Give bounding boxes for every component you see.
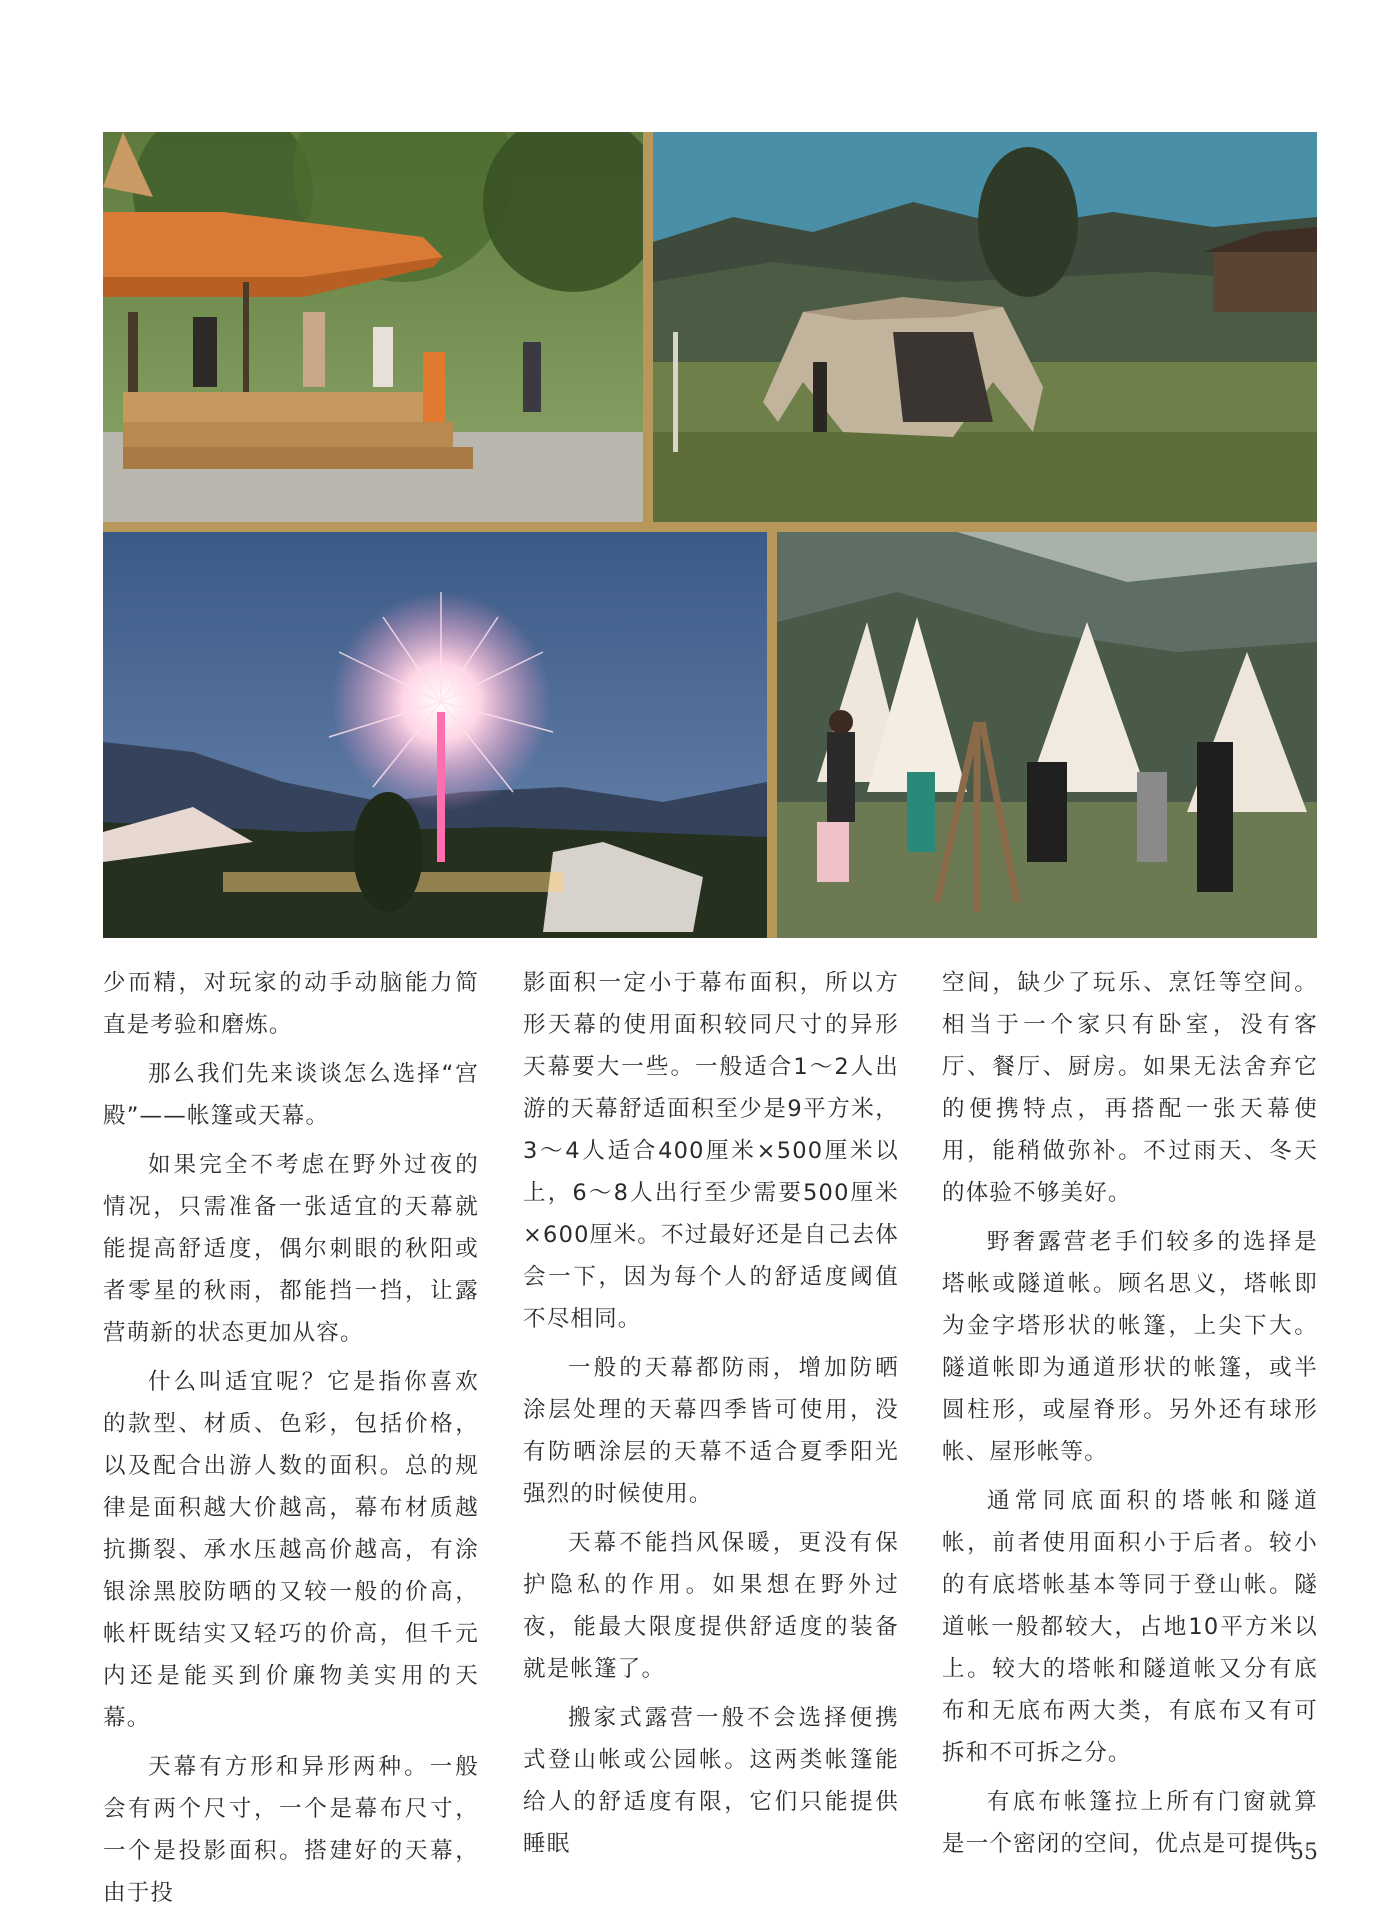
paragraph: 什么叫适宜呢？它是指你喜欢的款型、材质、色彩，包括价格，以及配合出游人数的面积。总的规律是面积越大价越高，幕布材质越抗撕裂、承水压越高价越高，有涂银涂黑胶防晒的又较一般的价高，帐杆既结实又轻巧的价高，但千元内还是能买到价廉物美实用的天幕。 [103, 1369, 479, 1731]
paragraph: 影面积一定小于幕布面积，所以方形天幕的使用面积较同尺寸的异形天幕要大一些。一般适合1～2人出游的天幕舒适面积至少是9平方米，3～4人适合400厘米×500厘米以上，6～8人出行至少需要500厘米×600厘米。不过最好还是自己去体会一下，因为每个人的舒适度阈值不尽相同。 [523, 970, 899, 1332]
paragraph: 搬家式露营一般不会选择便携式登山帐或公园帐。这两类帐篷能给人的舒适度有限，它们只能提供睡眠 [523, 1705, 899, 1857]
text-column-1 [103, 962, 479, 1921]
paragraph: 通常同底面积的塔帐和隧道帐，前者使用面积小于后者。较小的有底塔帐基本等同于登山帐。隧道帐一般都较大，占地10平方米以上。较大的塔帐和隧道帐又分有底布和无底布两大类，有底布又有可拆和不可拆之分。 [942, 1488, 1318, 1766]
photo-grid [103, 132, 1317, 938]
text-column-2 [523, 962, 899, 1872]
paragraph: 天幕不能挡风保暖，更没有保护隐私的作用。如果想在野外过夜，能最大限度提供舒适度的装备就是帐篷了。 [523, 1530, 899, 1682]
text-column-3 [942, 962, 1318, 1872]
paragraph: 空间，缺少了玩乐、烹饪等空间。相当于一个家只有卧室，没有客厅、餐厅、厨房。如果无法舍弃它的便携特点，再搭配一张天幕使用，能稍做弥补。不过雨天、冬天的体验不够美好。 [942, 970, 1318, 1206]
paragraph: 有底布帐篷拉上所有门窗就算是一个密闭的空间，优点是可提供 [942, 1789, 1318, 1857]
fireworks-night-camp-photo [103, 532, 767, 938]
paragraph: 如果完全不考虑在野外过夜的情况，只需准备一张适宜的天幕就能提高舒适度，偶尔刺眼的秋阳或者零星的秋雨，都能挡一挡，让露营萌新的状态更加从容。 [103, 1152, 479, 1346]
paragraph: 一般的天幕都防雨，增加防晒涂层处理的天幕四季皆可使用，没有防晒涂层的天幕不适合夏季阳光强烈的时候使用。 [523, 1355, 899, 1507]
tunnel-tent-meadow-photo [653, 132, 1317, 522]
paragraph: 那么我们先来谈谈怎么选择“宫殿”——帐篷或天幕。 [103, 1061, 479, 1129]
paragraph: 天幕有方形和异形两种。一般会有两个尺寸，一个是幕布尺寸，一个是投影面积。搭建好的天幕，由于投 [103, 1754, 479, 1906]
page-number: 55 [1290, 1840, 1318, 1865]
tipi-tents-family-photo [777, 532, 1317, 938]
paragraph: 野奢露营老手们较多的选择是塔帐或隧道帐。顾名思义，塔帐即为金字塔形状的帐篷，上尖下大。隧道帐即为通道形状的帐篷，或半圆柱形，或屋脊形。另外还有球形帐、屋形帐等。 [942, 1229, 1318, 1465]
wooden-deck-campsite-photo [103, 132, 643, 522]
paragraph: 少而精，对玩家的动手动脑能力简直是考验和磨炼。 [103, 970, 479, 1038]
